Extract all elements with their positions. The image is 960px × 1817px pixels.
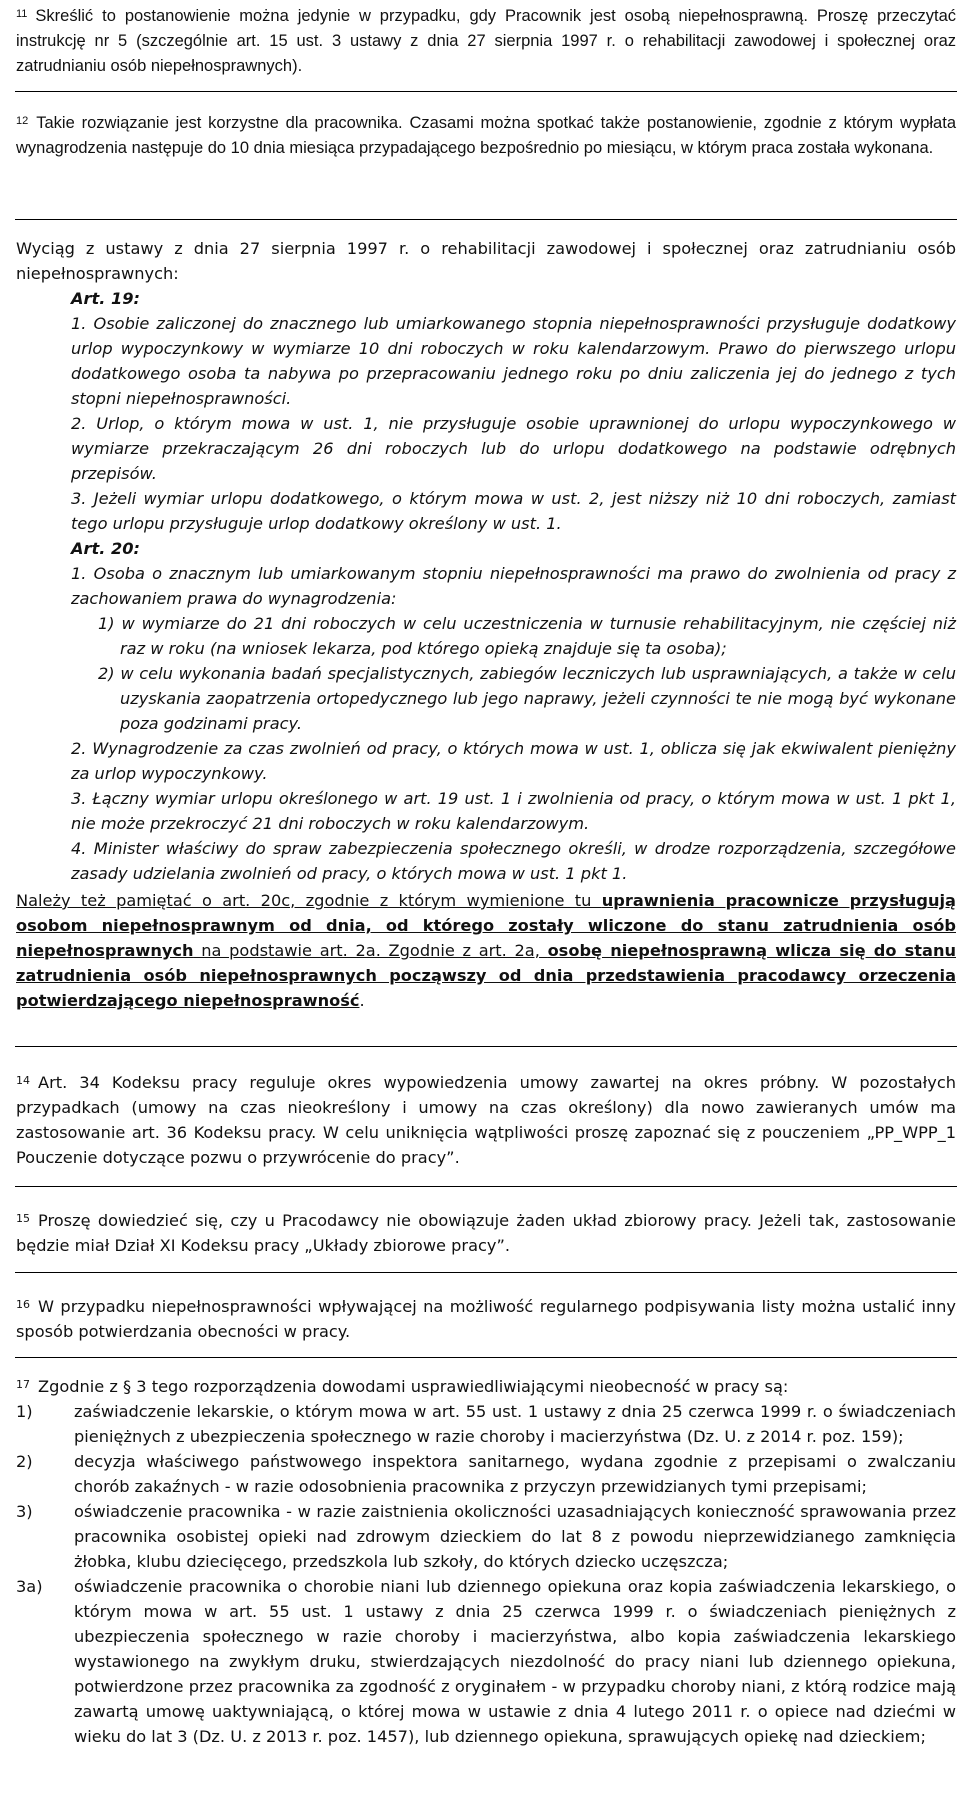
list-number: 3) [16, 1502, 33, 1521]
footnote-number: 12 [16, 115, 29, 127]
footnote-text: Art. 34 Kodeksu pracy reguluje okres wypowiedzenia umowy zawartej na okres próbny. W pozostałych przypadkach (umowy na czas nieokreślony i umowy na czas określony) dla nowo zawieranych umów ma zastosowanie art. 36 Kodeksu pracy. W celu uniknięcia wątpliwości proszę zapoznać się z pouczeniem „PP_WPP_1 Pouczenie dotyczące pozwu o przywrócenie do pracy”. [16, 1073, 956, 1167]
article-paragraph: 2. Wynagrodzenie za czas zwolnień od pracy, o których mowa w ust. 1, oblicza się jak ekwiwalent pieniężny za urlop wypoczynkowy. [71, 739, 956, 783]
article-paragraph: 3. Łączny wymiar urlopu określonego w art. 19 ust. 1 i zwolnienia od pracy, o którym mowa w ust. 1 pkt 1, nie może przekroczyć 21 dni roboczych w roku kalendarzowym. [71, 789, 956, 833]
footnote-text: Skreślić to postanowienie można jedynie w przypadku, gdy Pracownik jest osobą niepełnosprawną. Proszę przeczytać instrukcję nr 5 (szczególnie art. 15 ust. 3 ustawy z dnia 27 sierpnia 1997 r. o rehabilitacji zawodowej i społecznej oraz zatrudnianiu osób niepełnosprawnych). [16, 7, 956, 75]
footnote-number: 11 [16, 8, 28, 20]
footnote-number: 15 [16, 1212, 30, 1225]
article-paragraph: 2. Urlop, o którym mowa w ust. 1, nie przysługuje osobie uprawnionej do urlopu wypoczynkowego w wymiarze przekraczającym 26 dni roboczych lub do urlopu dodatkowego na podstawie odrębnych przepisów. [71, 414, 956, 483]
footnote-number: 14 [16, 1074, 30, 1087]
article-heading: Art. 19: [71, 289, 141, 308]
footnote-number: 16 [16, 1298, 30, 1311]
article-subpoint: 1) w wymiarze do 21 dni roboczych w celu uczestniczenia w turnusie rehabilitacyjnym, nie częściej niż raz w roku (na wniosek lekarza, pod którego opieką znajduje się ta osoba); [98, 614, 956, 658]
separator [15, 1046, 957, 1047]
separator [15, 1357, 957, 1358]
footnote-text: Proszę dowiedzieć się, czy u Pracodawcy nie obowiązuje żaden układ zbiorowy pracy. Jeżeli tak, zastosowanie będzie miał Dział XI Kodeksu pracy „Układy zbiorowe pracy”. [16, 1211, 956, 1255]
article-paragraph: 1. Osobie zaliczonej do znacznego lub umiarkowanego stopnia niepełnosprawności przysługuje dodatkowy urlop wypoczynkowy w wymiarze 10 dni roboczych w roku kalendarzowym. Prawo do pierwszego urlopu dodatkowego osoba ta nabywa po przepracowaniu jednego roku po dniu zaliczenia jej do jednego z tych stopni niepełnosprawności. [71, 314, 956, 408]
list-number: 1) [16, 1402, 33, 1421]
list-item [16, 1399, 956, 1449]
footnote-text: Zgodnie z § 3 tego rozporządzenia dowodami usprawiedliwiającymi nieobecność w pracy są: [38, 1377, 789, 1396]
footnote-text: Takie rozwiązanie jest korzystne dla pracownika. Czasami można spotkać także postanowienie, zgodnie z którym wypłata wynagrodzenia następuje do 10 dnia miesiąca przypadającego bezpośrednio po miesiącu, w którym praca została wykonana. [16, 114, 956, 157]
list-item [16, 1449, 956, 1499]
separator [15, 1272, 957, 1273]
footnote-12 [16, 111, 956, 161]
excerpt-note [16, 888, 956, 1013]
list-text: oświadczenie pracownika o chorobie niani lub dziennego opiekuna oraz kopia zaświadczenia lekarskiego, o którym mowa w art. 55 ust. 1 ustawy z dnia 25 czerwca 1999 r. o świadczeniach pieniężnych z ubezpieczenia społecznego w razie choroby i macierzyństwa, albo kopia zaświadczenia lekarskiego wystawionego na zwykłym druku, stwierdzających niezdolność do pracy niani lub dziennego opiekuna, potwierdzone przez pracownika za zgodność z oryginałem - w przypadku choroby niani, z którą rodzice mają zawartą umowę uaktywniającą, o której mowa w ustawie z dnia 4 lutego 2011 r. o opiece nad dziećmi w wieku do lat 3 (Dz. U. z 2013 r. poz. 1457), lub dziennego opiekuna, sprawujących opiekę nad dzieckiem; [74, 1577, 956, 1746]
list-number: 3a) [16, 1577, 43, 1596]
footnote-17 [16, 1374, 956, 1749]
note-text: . [359, 991, 365, 1010]
list-item [16, 1574, 956, 1749]
article-20-cont [71, 736, 956, 886]
article-paragraph: 1. Osoba o znacznym lub umiarkowanym stopniu niepełnosprawności ma prawo do zwolnienia od pracy z zachowaniem prawa do wynagrodzenia: [71, 564, 956, 608]
footnote-14 [16, 1070, 956, 1170]
footnote-16 [16, 1294, 956, 1344]
separator [15, 91, 957, 92]
footnote-15 [16, 1208, 956, 1258]
article-20 [71, 536, 956, 611]
article-paragraph: 3. Jeżeli wymiar urlopu dodatkowego, o którym mowa w ust. 2, jest niższy niż 10 dni roboczych, zamiast tego urlopu przysługuje urlop dodatkowy określony w ust. 1. [71, 489, 956, 533]
article-paragraph: 4. Minister właściwy do spraw zabezpieczenia społecznego określi, w drodze rozporządzenia, szczegółowe zasady udzielania zwolnień od pracy, o których mowa w ust. 1 pkt 1. [71, 839, 956, 883]
footnote-intro [16, 1374, 956, 1399]
list-text: decyzja właściwego państwowego inspektora sanitarnego, wydana zgodnie z przepisami o zwalczaniu chorób zakaźnych - w razie odosobnienia pracownika z przyczyn przewidzianych tymi przepisami; [74, 1452, 956, 1496]
footnote-text: W przypadku niepełnosprawności wpływającej na możliwość regularnego podpisywania listy można ustalić inny sposób potwierdzania obecności w pracy. [16, 1297, 956, 1341]
note-emphasis: osobę niepełnosprawną wlicza się do stanu zatrudnienia osób niepełnosprawnych począwszy od dnia przedstawienia pracodawcy orzeczenia potwierdzającego niepełnosprawność [16, 941, 956, 1010]
separator [15, 1186, 957, 1187]
article-19 [71, 286, 956, 536]
note-emphasis: uprawnienia pracownicze przysługują osobom niepełnosprawnym od dnia, od którego zostały wliczone do stanu zatrudnienia osób niepełnosprawnych [16, 891, 956, 960]
footnote-13 [16, 236, 956, 1013]
note-text: Należy też pamiętać o art. 20c, zgodnie z którym wymienione tu [16, 891, 602, 910]
article-subpoint: 2) w celu wykonania badań specjalistycznych, zabiegów leczniczych lub usprawniających, a także w celu uzyskania zaopatrzenia ortopedycznego lub jego naprawy, jeżeli czynności te nie mogą być wykonane poza godzinami pracy. [98, 664, 956, 733]
list-number: 2) [16, 1452, 33, 1471]
list-text: oświadczenie pracownika - w razie zaistnienia okoliczności uzasadniających konieczność sprawowania przez pracownika osobistej opieki nad zdrowym dzieckiem do lat 8 z powodu nieprzewidzianego zamknięcia żłobka, klubu dziecięcego, przedszkola lub szkoły, do których dziecko uczęszcza; [74, 1502, 956, 1571]
excerpt-intro: Wyciąg z ustawy z dnia 27 sierpnia 1997 r. o rehabilitacji zawodowej i społecznej oraz zatrudnianiu osób niepełnosprawnych: [16, 239, 956, 283]
article-heading: Art. 20: [71, 539, 141, 558]
footnote-number: 17 [16, 1378, 30, 1391]
footnote-11 [16, 4, 956, 79]
note-text: na podstawie art. 2a. Zgodnie z art. 2a, [193, 941, 548, 960]
separator [15, 219, 957, 220]
list-text: zaświadczenie lekarskie, o którym mowa w art. 55 ust. 1 ustawy z dnia 25 czerwca 1999 r. o świadczeniach pieniężnych z ubezpieczenia społecznego w razie choroby i macierzyństwa (Dz. U. z 2014 r. poz. 159); [74, 1402, 956, 1446]
list-item [16, 1499, 956, 1574]
